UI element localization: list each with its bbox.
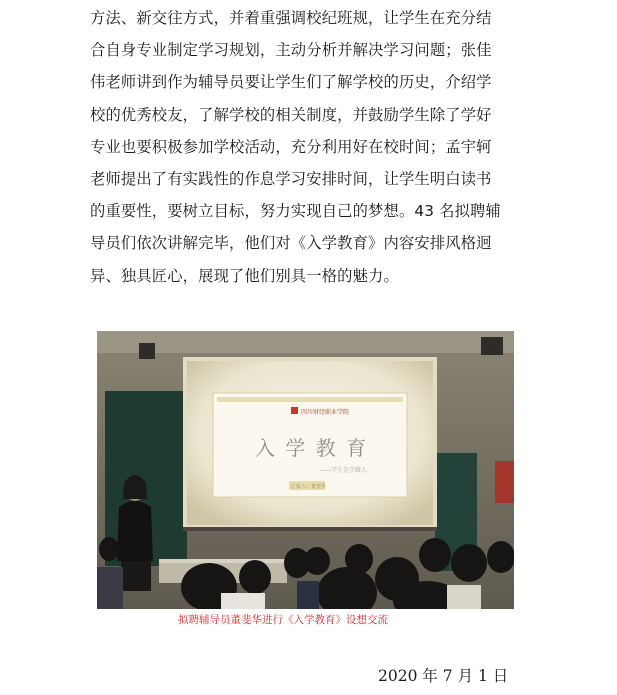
paragraph-line: 的重要性，要树立目标，努力实现自己的梦想。43 名拟聘辅 bbox=[90, 202, 501, 221]
screen-title: 入 学 教 育 bbox=[255, 436, 369, 460]
paragraph-line: 老师提出了有实践性的作息学习安排时间，让学生明白读书 bbox=[90, 169, 492, 188]
paragraph-line: 校的优秀校友，了解学校的相关制度，并鼓励学生除了学好 bbox=[90, 105, 492, 124]
screen-tag: 汇报人：董斐华 bbox=[291, 484, 327, 490]
paragraph-line: 合自身专业制定学习规划，主动分析并解决学习问题；张佳 bbox=[90, 41, 492, 60]
classroom-photo-illustration bbox=[97, 331, 514, 609]
paragraph-line: 专业也要积极参加学校活动，充分利用好在校时间；孟宇轲 bbox=[90, 137, 492, 156]
paragraph-line: 异、独具匠心，展现了他们别具一格的魅力。 bbox=[90, 266, 399, 285]
paragraph-line: 伟老师讲到作为辅导员要让学生们了解学校的历史，介绍学 bbox=[90, 73, 492, 92]
paragraph-line: 导员们依次讲解完毕，他们对《入学教育》内容安排风格迥 bbox=[90, 234, 492, 253]
paragraph-line: 方法、新交往方式，并着重强调校纪班规，让学生在充分结 bbox=[90, 9, 492, 27]
classroom-photo bbox=[97, 331, 514, 609]
document-date: 2020 年 7 月 1 日 bbox=[378, 667, 509, 685]
screen-header: 四川财经职业学院 bbox=[301, 409, 350, 416]
screen-subtitle: ——学生先学做人 bbox=[319, 467, 368, 474]
photo-caption: 拟聘辅导员董斐华进行《入学教育》设想交流 bbox=[178, 614, 388, 626]
document-body bbox=[90, 2, 536, 292]
